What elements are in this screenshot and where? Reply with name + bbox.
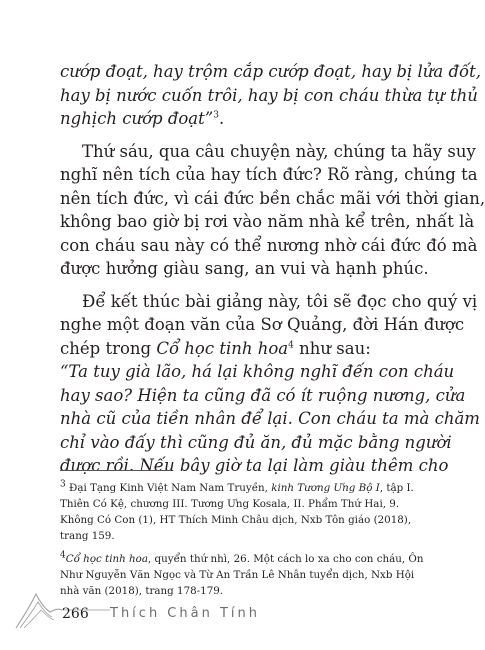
text-line — [60, 60, 482, 84]
paragraph-3 — [60, 290, 478, 361]
text-span: nghịch cướp đoạt” — [60, 109, 214, 128]
source-title: Cổ học tinh hoa — [65, 553, 148, 565]
footnote-line: Không Có Con (1), HT Thích Minh Châu dịch, Nxb Tôn giáo (2018), — [60, 514, 412, 526]
quote-line: hay sao? Hiện ta cũng đã có ít ruộng nương, cửa — [60, 385, 466, 405]
page-number: 266 — [62, 606, 89, 622]
text-line: Thứ sáu, qua câu chuyện này, chúng ta hãy suy — [82, 141, 476, 161]
text-line: nghịch cướp đoạt”$^3$. — [60, 109, 225, 128]
text-line — [60, 84, 478, 108]
text-line — [60, 337, 374, 361]
text-span: Đại Tạng Kinh Việt Nam Nam Truyền, — [65, 482, 272, 494]
main-text — [60, 60, 485, 478]
text-line: con cháu sau này có thể nương nhờ cái đức đó mà — [60, 235, 478, 255]
footnote-divider — [60, 470, 170, 471]
quote-line: nhà cũ của tiền nhân để lại. Con cháu ta mà chăm — [60, 409, 480, 428]
text-span: như sau: — [293, 338, 371, 358]
page-footer — [0, 586, 420, 636]
quote-line: được rồi. Nếu bây giờ ta lại làm giàu thêm cho — [60, 456, 449, 475]
footnote-ref-4: 4 — [288, 340, 294, 350]
footnote-ref-3: 3 — [213, 110, 219, 121]
text-span: , tập I. — [379, 482, 414, 494]
text-line: nghĩ nên tích của hay tích đức? Rõ ràng, chúng ta — [60, 165, 478, 184]
author-name: Thích Chân Tính — [110, 606, 260, 621]
footnote-4 — [60, 550, 424, 567]
quote-block — [60, 360, 480, 478]
text-span: , quyển thứ nhì, 26. Một cách lo xa cho con cháu, Ôn — [148, 553, 424, 565]
footnote-number: 4 — [60, 550, 66, 561]
quote-line: chỉ vào đấy thì cũng đủ ăn, đủ mặc bằng người — [60, 432, 452, 452]
paragraph-2 — [60, 140, 485, 281]
text-line: được hưởng giàu sang, an vui và hạnh phúc. — [60, 259, 429, 278]
footnote-line: trang 159. — [60, 530, 115, 542]
book-title: Cổ học tinh hoa — [156, 338, 289, 358]
footnote-number: 3 — [60, 479, 66, 490]
text-span: hay bị nước cuốn trôi, hay bị con cháu thừa tự thủ — [60, 85, 478, 105]
text-line: nên tích đức, vì cái đức bền chắc mãi với thời gian, — [60, 188, 485, 208]
quote-line: “Ta tuy già lão, há lại không nghĩ đến con cháu — [60, 362, 455, 381]
text-line: nghe một đoạn văn của Sơ Quảng, đời Hán được — [60, 315, 465, 334]
text-line: không bao giờ bị rơi vào năm nhà kể trên, nhất là — [60, 212, 475, 231]
text-span: chép trong — [60, 338, 157, 358]
footnote-3 — [60, 479, 414, 496]
text-line: Để kết thúc bài giảng này, tôi sẽ đọc cho quý vị — [82, 291, 478, 311]
footnote-line: Như Nguyễn Văn Ngọc và Từ An Trần Lê Nhân tuyển dịch, Nxb Hội — [60, 569, 415, 581]
text-span: cướp đoạt, hay trộm cắp cướp đoạt, hay bị lửa đốt, — [60, 62, 482, 81]
footnote-line: nhà văn (2018), trang 178-179. — [60, 585, 224, 597]
footnotes — [60, 479, 424, 599]
source-title: kinh Tương Ưng Bộ I — [271, 482, 380, 494]
footnote-line: Thiên Có Kệ, chương III. Tương Ưng Kosala, II. Phẩm Thứ Hai, 9. — [60, 498, 400, 510]
